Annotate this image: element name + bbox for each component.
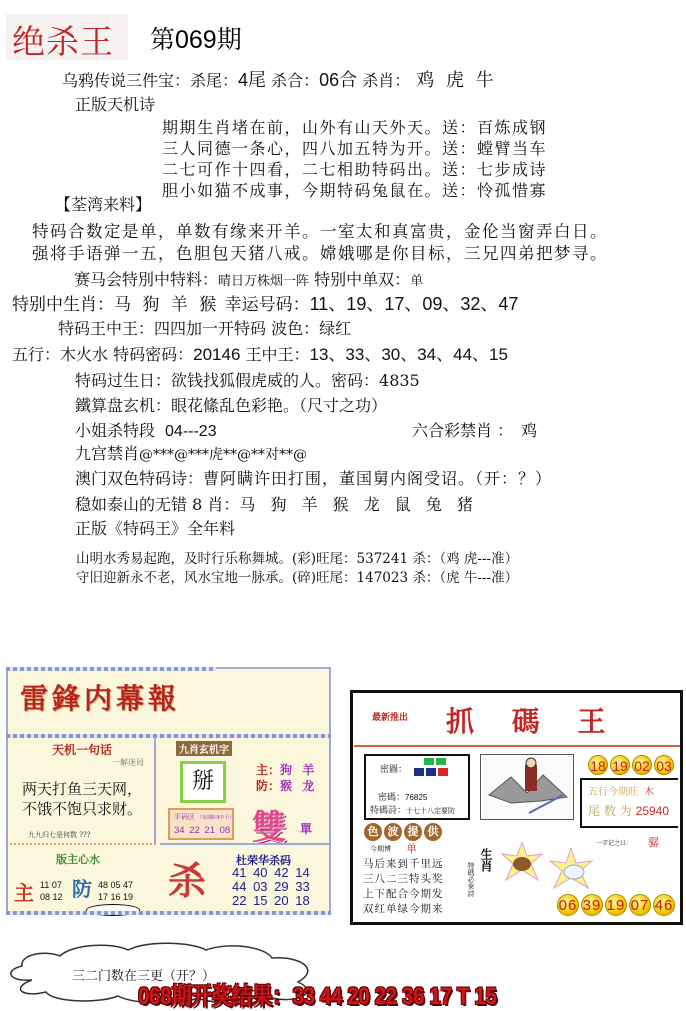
top-ball: 02 — [632, 755, 652, 775]
verse-line: 马后来到千里远 — [363, 858, 444, 870]
brand-title: 绝杀王 — [12, 23, 114, 60]
taiwan-line: 强将手语弹一五，色胆包天猪八戒。嫦娥哪是你目标，三兄四弟把梦寻。 — [32, 244, 608, 263]
eight-label: 稳如泰山的无错 8 肖： — [75, 495, 240, 514]
king-line — [58, 319, 351, 339]
lucky-numbers: 11、19、17、09、32、47 — [309, 294, 519, 314]
abacus-value: 眼花絛乱色彩艳。（尺寸之功） — [171, 396, 388, 415]
kill-combo: 06合 — [319, 70, 358, 90]
nine-value: @***@***虎**@**对**@ — [139, 447, 308, 463]
special-zodiac-line — [12, 294, 518, 315]
tail-value: 25940 — [635, 804, 670, 818]
secret-pic-logo — [414, 758, 452, 780]
nine-label: 九宫禁肖 — [75, 444, 140, 463]
annual-line: 山明水秀易起跑，及时行乐称舞城。(彩)旺尾：537241 杀：（鸡 虎---准） — [76, 551, 519, 567]
stamp-wave: 波 — [384, 823, 402, 841]
poem-code-value: 十七十八定要防 — [406, 807, 456, 815]
racing-label: 赛马会特別中特料： — [74, 270, 219, 289]
tianji-sign: 一解迷局 — [112, 758, 144, 767]
illustration-frame — [480, 754, 574, 820]
miss-value: 04---23 — [165, 423, 217, 440]
secret-code-line — [378, 790, 427, 803]
sheep-star-icon — [548, 848, 594, 890]
cloud-text: 三二门数在三更（开？） — [72, 969, 216, 984]
abacus-label: 鐵算盘玄机： — [75, 396, 172, 415]
tianji-line: 不饿不饱只求财。 — [22, 800, 143, 818]
verse-side: 特碼必來詩 — [467, 862, 475, 897]
special-zodiac-label: 特别中生肖： — [12, 295, 114, 315]
poem-line: 胆小如猫不成事，今期特码兔鼠在。送：怜孤惜寡 — [162, 181, 548, 200]
abacus-line — [75, 396, 387, 416]
guard-label: 防： — [256, 779, 281, 793]
lucky-label: 幸运号码： — [219, 295, 310, 315]
new-label: 最新推出 — [372, 713, 409, 723]
stamp-supply: 供 — [424, 823, 442, 841]
element-line — [588, 783, 654, 798]
wave-value: 绿红 — [319, 319, 352, 338]
elements-value: 木火水 — [60, 345, 109, 364]
flat-numbers: 34 22 21 08 — [174, 825, 231, 836]
poem-title: 正版天机诗 — [75, 95, 156, 114]
one-word-value: 骣 — [648, 836, 659, 849]
kill-row: 44 03 29 33 — [232, 879, 310, 894]
ban-main-row: 08 12 — [40, 892, 63, 902]
wzw-numbers: 13、33、30、34、44、15 — [309, 345, 508, 364]
poem-line: 三人同德一条心，四八加五特为开。送：螳臂当车 — [162, 139, 548, 158]
kill-tail: 4尾 — [238, 70, 267, 90]
macau-value: 曹阿瞒许田打围，董国舅内阁受诏。（开：？） — [203, 469, 553, 488]
nine-palace-line — [75, 444, 307, 465]
king-value: 四四加一开特码 — [154, 319, 267, 338]
guard-zodiac — [256, 777, 317, 794]
secret-code: 76825 — [405, 793, 428, 802]
double-char: 雙 — [252, 808, 286, 848]
secret-pic-label: 密圖： — [380, 765, 408, 775]
taiwan-line: 特码合数定是单，单数有缘来开羊。一室太和真富贵，金伦当窗弄白日。 — [32, 222, 608, 241]
secret-label: 特码密码： — [108, 345, 194, 364]
guard-value: 猴 龙 — [280, 779, 318, 793]
verse-line: 上下配合今期发 — [363, 888, 444, 900]
draw-result: 068期开奖结果：33 44 20 22 36 17 T 15 — [138, 983, 497, 1010]
crow-label: 乌鸦传说三件宝：杀尾： — [62, 71, 239, 90]
forbid-value: 鸡 — [521, 421, 538, 440]
top-ball: 19 — [610, 755, 630, 775]
divider — [354, 745, 680, 747]
racing-line — [74, 270, 423, 292]
leifeng-title: 雷鋒内幕報 — [20, 682, 181, 715]
birthday-value: 欲钱找狐假虎威的人。密码：4835 — [171, 371, 420, 390]
poem-code-label: 特碼詩： — [370, 806, 407, 816]
period-label: 今期博 — [370, 845, 391, 853]
zhuama-title: 抓 碼 王 — [446, 705, 620, 738]
ban-guard-row: 48 05 47 — [98, 880, 134, 890]
single-char: 單 — [300, 822, 313, 836]
one-word-label: 一字记之曰： — [596, 840, 633, 847]
racing-value: 晴日万株烟一阵 — [218, 274, 310, 289]
ban-guard-row: 17 16 19 — [98, 892, 134, 902]
ban-guard-char: 防 — [72, 877, 92, 901]
special-zodiac-value: 马 狗 羊 猴 — [114, 295, 220, 315]
kill-row: 41 40 42 14 — [232, 865, 310, 880]
flat-note: （每期8-9中个） — [197, 815, 235, 821]
miss-line — [75, 421, 217, 442]
top-ball: 18 — [588, 755, 608, 775]
secret-value: 20146 — [193, 345, 241, 364]
kill-title: 杜荣华杀码 — [236, 854, 291, 867]
period-value: 单 — [406, 842, 417, 855]
ban-main-char: 主 — [14, 881, 34, 905]
tianji-line: 两天打鱼三天网， — [22, 780, 143, 798]
kill-rows — [232, 866, 310, 908]
taiwan-title: 【荃湾来料】 — [55, 195, 152, 214]
swordsman-illustration — [481, 755, 575, 821]
verse-block — [363, 857, 444, 917]
tianji-footer: 九九归七是何数 ??? — [28, 831, 91, 839]
issue-number: 第069期 — [150, 26, 242, 54]
panel-border-bottom — [6, 911, 331, 915]
poem-code-line — [370, 803, 455, 816]
kill-zodiacs: 鸡 虎 牛 — [416, 70, 497, 91]
element-label: 五行今期旺 — [588, 787, 638, 798]
annual-title: 正版《特码王》全年料 — [75, 519, 236, 538]
ban-guard-numbers — [98, 879, 133, 903]
eight-line — [75, 495, 478, 515]
kill-zodiac-label: 杀肖： — [357, 71, 411, 90]
bottom-ball: 06 — [557, 894, 579, 916]
kill-char: 杀 — [168, 858, 207, 903]
birthday-line — [75, 371, 420, 391]
birthday-label: 特码过生日： — [75, 371, 172, 390]
tail-line — [588, 802, 669, 819]
bottom-ball: 19 — [605, 894, 627, 916]
wzw-label: 王中王： — [240, 345, 310, 364]
forbid-line — [412, 421, 537, 441]
kill-row: 22 15 20 18 — [232, 893, 310, 908]
forbid-label: 六合彩禁肖 ： — [412, 421, 514, 440]
stamp-color: 色 — [364, 823, 382, 841]
wave-label: 波色： — [266, 319, 320, 338]
bottom-ball: 39 — [581, 894, 603, 916]
kill-combo-label: 杀合： — [266, 71, 320, 90]
ban-main-numbers — [40, 879, 63, 903]
nine-word-label: 九肖玄机字 — [176, 741, 232, 756]
crow-line — [62, 70, 497, 91]
ban-title: 版主心水 — [56, 853, 100, 866]
bottom-ball: 07 — [629, 894, 651, 916]
eight-value: 马 狗 羊 猴 龙 鼠 兔 猪 — [239, 495, 478, 514]
secret-code-label: 密碼： — [378, 793, 406, 803]
ban-main-row: 11 07 — [40, 880, 62, 890]
dog-star-icon — [500, 842, 544, 882]
macau-label: 澳门双色特码诗： — [75, 469, 204, 488]
zodiac-label: 生肖 — [479, 848, 493, 872]
main-label: 主： — [256, 763, 281, 777]
elements-line — [12, 345, 508, 365]
flat-label-text: 平码区 — [174, 814, 195, 821]
bottom-ball: 46 — [653, 894, 675, 916]
verse-line: 双红单绿今期来 — [363, 903, 444, 915]
annual-line: 守旧迎新永不老，风水宝地一脉承。(碎)旺尾：147023 杀：（虎 牛---准） — [76, 570, 519, 586]
nine-word-char: 掰 — [180, 761, 226, 803]
poem-line: 期期生肖堵在前，山外有山天外天。送：百炼成钢 — [162, 118, 548, 137]
main-value: 狗 羊 — [280, 763, 318, 777]
odd-even-label: 特别中单双： — [309, 270, 411, 289]
king-label: 特码王中王： — [58, 319, 155, 338]
panel-border-top — [6, 667, 216, 671]
flat-label — [174, 812, 234, 822]
element-value: 木 — [644, 787, 654, 798]
miss-label: 小姐杀特段 — [75, 421, 156, 440]
elements-label: 五行： — [12, 345, 61, 364]
main-zodiac — [256, 761, 317, 778]
tail-label: 尾 数 为 — [588, 804, 632, 818]
poem-line: 二七可作十四看，二七相助特码出。送：七步成诗 — [162, 160, 548, 179]
stamp-provide: 提 — [404, 823, 422, 841]
top-ball: 03 — [654, 755, 674, 775]
tianji-title: 天机一句话 — [52, 743, 113, 757]
odd-even-value: 单 — [410, 274, 424, 289]
verse-line: 三八二三特头奖 — [363, 873, 444, 885]
macau-line — [75, 469, 552, 489]
